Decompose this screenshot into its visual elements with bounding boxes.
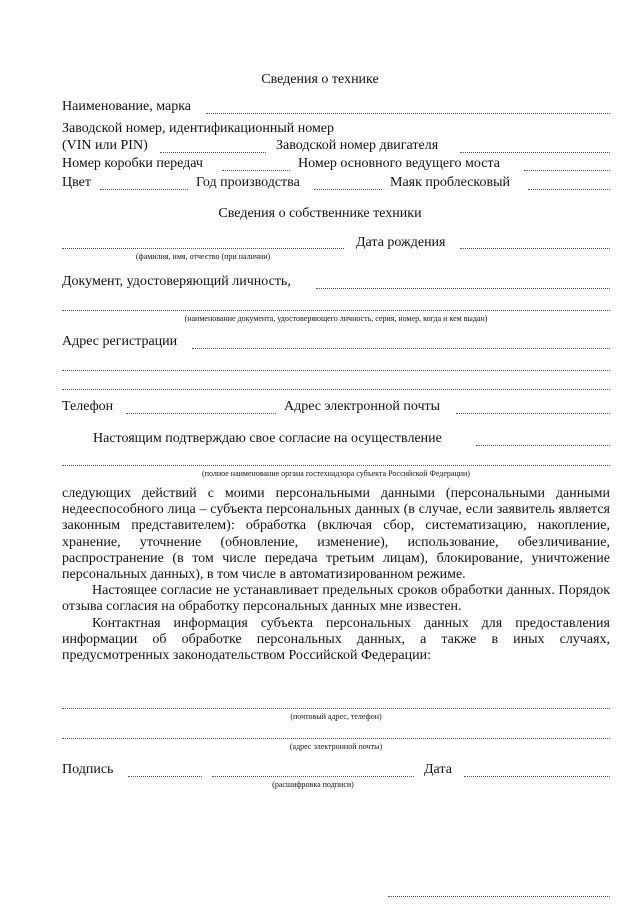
section-title-vehicle: Сведения о технике [261, 72, 379, 87]
label-birth-date: Дата рождения [356, 235, 446, 250]
field-fio[interactable] [62, 248, 344, 249]
field-phone[interactable] [126, 413, 276, 414]
consent-term: Настоящее согласие не устанавливает предельных сроков обработки данных. Порядок отзыва согласия на обработку персональных данных мне известен. [62, 583, 610, 615]
label-date: Дата [424, 762, 452, 777]
field-gearbox-number[interactable] [222, 170, 290, 171]
field-engine-number[interactable] [460, 152, 610, 153]
label-axle-number: Номер основного ведущего моста [298, 156, 500, 171]
label-serial-line1: Заводской номер, идентификационный номер [62, 121, 335, 136]
field-id-document-1[interactable] [316, 288, 610, 289]
field-consent-authority-2[interactable] [62, 465, 610, 466]
field-reg-address-3[interactable] [62, 389, 610, 390]
field-vin[interactable] [160, 152, 266, 153]
label-signature: Подпись [62, 762, 114, 777]
label-reg-address: Адрес регистрации [62, 334, 178, 349]
hint-postal-address: (почтовый адрес, телефон) [290, 712, 382, 721]
field-id-document-2[interactable] [62, 310, 610, 311]
hint-signature-decode: (расшифровка подписи) [272, 780, 354, 789]
field-beacon[interactable] [528, 189, 610, 190]
field-axle-number[interactable] [524, 170, 610, 171]
hint-contact-email: (адрес электронной почты) [289, 742, 383, 751]
label-year: Год производства [196, 175, 300, 190]
label-gearbox-number: Номер коробки передач [62, 156, 203, 171]
field-reg-address-2[interactable] [62, 370, 610, 371]
field-date[interactable] [464, 776, 610, 777]
field-reg-address-1[interactable] [192, 348, 610, 349]
label-id-document: Документ, удостоверяющий личность, [62, 274, 291, 289]
hint-authority: (полное наименование органа гостехнадзора субъекта Российской Федерации) [202, 469, 470, 478]
consent-intro: Настоящим подтверждаю свое согласие на осуществление [93, 431, 442, 446]
consent-body: следующих действий с моими персональными данными (персональными данными недееспособного лица – субъекта персональных данных (в случае, если заявитель является законным представителем): обработка (включая сбор, систематизацию, накопление, хранение, уточнение (обновление, изменение), использование, обезличивание, распространение (в том числе передача третьим лицам), блокирование, уничтожение персональных данных), в том числе в автоматизированном режиме. [62, 486, 610, 583]
label-serial-line2: (VIN или PIN) [62, 138, 148, 153]
footer-divider [388, 896, 610, 897]
label-email: Адрес электронной почты [284, 399, 441, 414]
label-color: Цвет [62, 175, 91, 190]
label-beacon: Маяк проблесковый [390, 175, 511, 190]
field-year[interactable] [314, 189, 382, 190]
field-email[interactable] [456, 413, 610, 414]
field-birth-date[interactable] [460, 248, 610, 249]
consent-contact: Контактная информация субъекта персональных данных для предоставления информации об обработке персональных данных, а также в иных случаях, предусмотренных законодательством Российской Федерации: [62, 615, 610, 664]
hint-id-document: (наименование документа, удостоверяющего личность, серия, номер, когда и кем выдан) [184, 314, 488, 323]
label-name-brand: Наименование, марка [62, 99, 192, 114]
field-consent-authority-1[interactable] [476, 445, 610, 446]
field-signature-decode[interactable] [212, 776, 414, 777]
hint-fio: (фамилия, имя, отчество (при наличии) [135, 252, 271, 261]
field-postal-address[interactable] [62, 708, 610, 709]
field-signature[interactable] [128, 776, 202, 777]
field-name-brand[interactable] [206, 113, 610, 114]
consent-text [62, 486, 610, 664]
label-engine-number: Заводской номер двигателя [276, 138, 439, 153]
label-phone: Телефон [62, 399, 114, 414]
field-contact-email[interactable] [62, 738, 610, 739]
section-title-owner: Сведения о собственнике техники [218, 206, 422, 221]
field-color[interactable] [100, 189, 188, 190]
